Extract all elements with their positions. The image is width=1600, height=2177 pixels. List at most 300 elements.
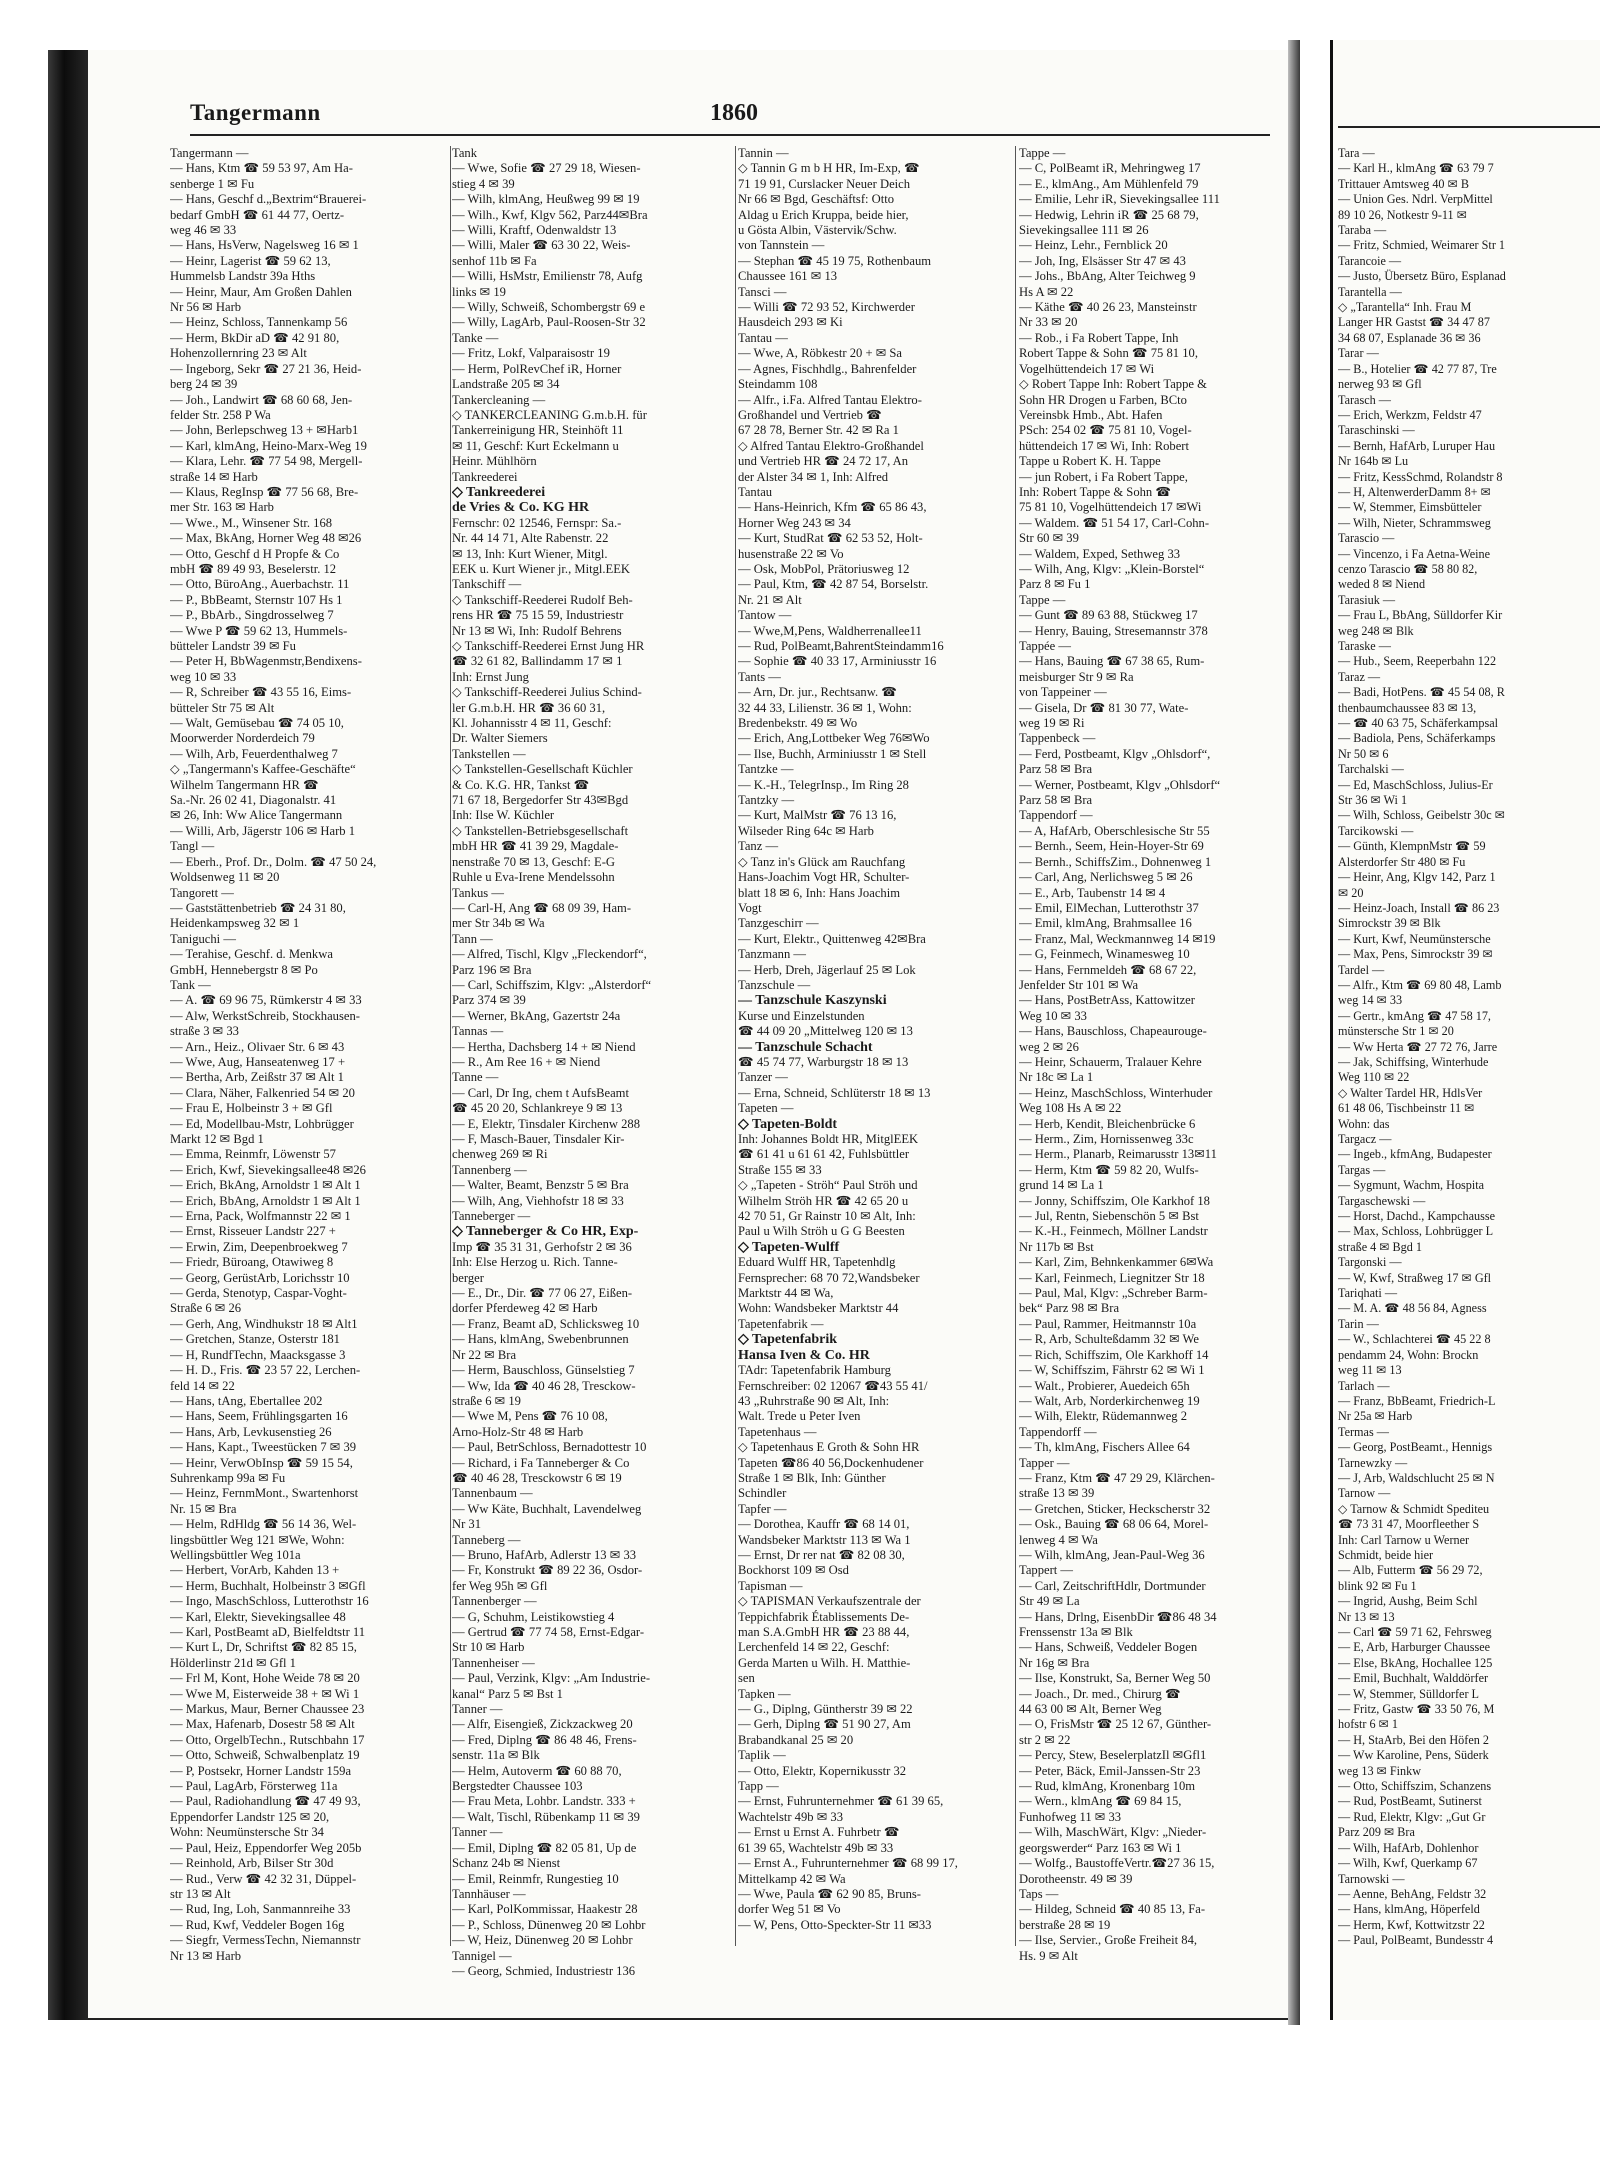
directory-entry-line: — R., Am Ree 16 + ✉ Niend [452,1054,601,1069]
directory-entry-line: — Hans, Drlng, EisenbDir ☎86 48 34 [1019,1609,1217,1624]
directory-entry-line: Bergstedter Chaussee 103 [452,1779,583,1794]
directory-entry-line: — P., BbBeamt, Sternstr 107 Hs 1 [170,592,343,607]
directory-entry-line: Tarancoie — [1338,253,1402,268]
directory-entry-line: — Carl-H, Ang ☎ 68 09 39, Ham- [452,900,632,915]
directory-entry-line: — Paul, Heiz, Eppendorfer Weg 205b [170,1840,362,1855]
directory-entry-line: — M. A. ☎ 48 56 84, Agness [1338,1301,1487,1316]
directory-entry-line: straße 13 ✉ 39 [1019,1486,1095,1501]
directory-entry-line: — Emil, Diplng ☎ 82 05 81, Up de [452,1840,637,1855]
directory-entry-line: — Ilse, Servier., Große Freiheit 84, [1019,1933,1198,1948]
directory-entry-line: — Herm, Buchhalt, Holbeinstr 3 ✉Gfl [170,1578,366,1593]
directory-entry-line: — Karl H., klmAng ☎ 63 79 7 [1338,161,1494,176]
directory-entry-line: senstr. 11a ✉ Blk [452,1748,540,1763]
directory-entry-line: Taniguchi — [170,931,236,946]
directory-entry-line: — P, Postsekr, Horner Landstr 159a [170,1763,352,1778]
directory-entry-line: Tanz — [738,839,779,854]
directory-entry-line: Tanzer — [738,1070,788,1085]
directory-entry-line: — Johs., BbAng, Alter Teichweg 9 [1019,269,1196,284]
directory-entry-line: Tariqhati — [1338,1286,1398,1301]
directory-entry-line: Nr 56 ✉ Harb [170,300,242,315]
directory-entry-line: lenweg 4 ✉ Wa [1019,1532,1098,1547]
directory-entry-line: — Emil, ElMechan, Lutterothstr 37 [1019,900,1199,915]
directory-entry-line: Tarnowski — [1338,1871,1405,1886]
directory-entry-line: Hummelsb Landstr 39a Hths [170,269,316,284]
directory-entry-line: — Alw, WerkstSchreib, Stockhausen- [170,1008,360,1023]
directory-entry-line: — Wilh, Arb, Feuerdenthalweg 7 [170,746,338,761]
directory-entry-line: Tardel — [1338,962,1385,977]
directory-entry-line: Tanke — [452,330,499,345]
directory-column-1 [170,146,458,1964]
directory-entry-line: 43 „Ruhrstraße 90 ✉ Alt, Inh: [738,1393,890,1408]
directory-entry-line: — Heinz, Schloss, Tannenkamp 56 [170,315,348,330]
directory-entry-line: Wohn: Wandsbeker Marktstr 44 [738,1301,899,1316]
directory-entry-line: sen [738,1671,755,1686]
directory-entry-line: — Friedr, Büroang, Otawiweg 8 [170,1255,334,1270]
directory-entry-line: Sievekingsallee 111 ✉ 26 [1019,223,1149,238]
directory-entry-line: Tappe u Robert K. H. Tappe [1019,454,1161,469]
directory-entry-line: Imp ☎ 35 31 31, Gerhofstr 2 ✉ 36 [452,1239,632,1254]
directory-entry-line: ◇ Tankstellen-Betriebsgesellschaft [452,823,629,838]
directory-entry-line: ◇ Walter Tardel HR, HdlsVer [1338,1085,1483,1100]
directory-entry-line: — Jul, Rentn, Siebenschön 5 ✉ Bst [1019,1209,1199,1224]
directory-entry-line: 71 19 91, Curslacker Neuer Deich [738,176,911,191]
directory-entry-line: Tanne — [452,1070,499,1085]
directory-entry-line: — Rich, Schiffszim, Ole Karkhoff 14 [1019,1347,1209,1362]
directory-entry-line: Ruhle u Eva-Irene Mendelssohn [452,870,615,885]
directory-entry-line: — Heinr, Schauerm, Tralauer Kehre [1019,1054,1202,1069]
directory-entry-line: — Ww, Ida ☎ 40 46 28, Tresckow- [452,1378,636,1393]
directory-entry-line: — Paul, PolBeamt, Bundesstr 4 [1338,1933,1494,1948]
directory-entry-line: berstraße 28 ✉ 19 [1019,1917,1111,1932]
directory-entry-line: — O, FrisMstr ☎ 25 12 67, Günther- [1019,1717,1212,1732]
directory-entry-line: ☎ 40 46 28, Tresckowstr 6 ✉ 19 [452,1470,622,1485]
directory-entry-line: — Percy, Stew, BeselerplatzIl ✉Gfl1 [1019,1748,1207,1763]
directory-entry-line: — Kurt L, Dr, Schriftst ☎ 82 85 15, [170,1640,357,1655]
directory-entry-line: — Fritz, Lokf, Valparaisostr 19 [452,346,610,361]
directory-entry-line: man S.A.GmbH HR ☎ 23 88 44, [738,1625,910,1639]
directory-entry-line: Tappe — [1019,592,1066,607]
directory-entry-line: — Reinhold, Arb, Bilser Str 30d [170,1856,334,1871]
directory-entry-line: — Markus, Maur, Berner Chaussee 23 [170,1702,365,1717]
directory-entry-line: ☎ 45 74 77, Warburgstr 18 ✉ 13 [738,1054,909,1069]
directory-entry-line: — Wilh, Kwf, Querkamp 67 [1338,1856,1478,1871]
directory-entry-line: — W., Schlachterei ☎ 45 22 8 [1338,1332,1491,1347]
directory-entry-line: Tapp — [738,1779,779,1794]
directory-entry-line: — Bruno, HafArb, Adlerstr 13 ✉ 33 [452,1547,637,1562]
directory-entry-line: 89 10 26, Notkestr 9-11 ✉ [1338,207,1467,222]
directory-entry-line: Inh: Ernst Jung [452,669,529,684]
directory-entry-line: — Karl, Feinmech, Liegnitzer Str 18 [1019,1270,1205,1285]
directory-entry-line: Heinr. Mühlhörn [452,454,537,469]
directory-entry-line: Hans-Joachim Vogt HR, Schulter- [738,870,910,885]
directory-entry-line: EEK u. Kurt Wiener jr., Mitgl.EEK [452,561,630,576]
directory-entry-line: TAdr: Tapetenfabrik Hamburg [738,1363,891,1378]
directory-entry-line: — Sophie ☎ 40 33 17, Arminiusstr 16 [738,654,937,669]
directory-entry-line: — Herb, Dreh, Jägerlauf 25 ✉ Lok [738,962,916,977]
directory-entry-line: Parz 209 ✉ Bra [1338,1825,1415,1840]
directory-entry-line: — Bernh., SchiffsZim., Dohnenweg 1 [1019,854,1212,869]
directory-entry-line: Nr 25a ✉ Harb [1338,1409,1413,1424]
directory-entry-line: ◇ Tanz in's Glück am Rauchfang [738,854,906,869]
directory-entry-line: — Gertr., kmAng ☎ 47 58 17, [1338,1008,1491,1023]
directory-entry-line: de Vries & Co. KG HR [452,500,590,516]
directory-entry-line: — E, Arb, Harburger Chaussee [1338,1640,1491,1655]
directory-entry-line: — Terahise, Geschf. d. Menkwa [170,947,333,962]
directory-entry-line: — A, HafArb, Oberschlesische Str 55 [1019,823,1210,838]
directory-entry-line: — Agnes, Fischhdlg., Bahrenfelder [738,361,917,376]
directory-entry-line: Inh: Ilse W. Küchler [452,808,555,823]
directory-entry-line: — F, Masch-Bauer, Tinsdaler Kir- [452,1132,625,1146]
directory-entry-line: GmbH, Hennebergstr 8 ✉ Po [170,962,318,977]
directory-entry-line: — Gisela, Dr ☎ 81 30 77, Wate- [1019,700,1189,715]
directory-entry-line: — J, Arb, Waldschlucht 25 ✉ N [1338,1470,1495,1485]
directory-entry-line: — Wilh, Nieter, Schrammsweg [1338,515,1491,530]
directory-entry-line: — Ingrid, Aushg, Beim Schl [1338,1594,1478,1609]
directory-entry-line: — Heinr, Ang, Klgv 142, Parz 1 [1338,870,1496,885]
directory-entry-line: Inh: Carl Tarnow u Werner [1338,1532,1470,1547]
directory-entry-line: bedarf GmbH ☎ 61 44 77, Oertz- [170,207,345,222]
directory-entry-line: — Peter, Bäck, Emil-Janssen-Str 23 [1019,1763,1201,1778]
directory-entry-line: — Erna, Pack, Wolfmannstr 22 ✉ 1 [170,1209,351,1224]
directory-entry-line: — Willi ☎ 72 93 52, Kirchwerder [738,300,915,315]
directory-entry-line: — Max, Schloss, Lohbrügger L [1338,1224,1494,1239]
directory-entry-line: — R, Schreiber ☎ 43 55 16, Eims- [170,685,352,700]
directory-entry-line: Chaussee 161 ✉ 13 [738,269,838,284]
directory-entry-line: — Waldem, Exped, Sethweg 33 [1019,546,1181,561]
directory-entry-line: Hölderlinstr 21d ✉ Gfl 1 [170,1655,296,1670]
directory-entry-line: — Herm., Planarb, Reimarusstr 13✉11 [1019,1147,1217,1162]
directory-entry-line: — Otto, Schiffszim, Schanzens [1338,1779,1492,1794]
directory-entry-line: — Th, klmAng, Fischers Allee 64 [1019,1440,1190,1455]
directory-entry-line: — Hans, Bauschloss, Chapeaurouge- [1019,1024,1207,1039]
directory-entry-line: — Ferd, Postbeamt, Klgv „Ohlsdorf“, [1019,746,1211,761]
directory-entry-line: Sa.-Nr. 26 02 41, Diagonalstr. 41 [170,793,337,808]
page-number: 1860 [710,100,758,126]
directory-entry-line: — Tanzschule Schacht [738,1039,873,1055]
directory-column-3 [738,146,1028,1933]
directory-entry-line: — Ww Herta ☎ 27 72 76, Jarre [1338,1039,1498,1054]
directory-entry-line: Tarnewzky — [1338,1455,1408,1470]
directory-entry-line: — Hans, HsVerw, Nagelsweg 16 ✉ 1 [170,238,359,253]
directory-entry-line: chenweg 269 ✉ Ri [452,1147,548,1162]
directory-entry-line: — Gunt ☎ 89 63 88, Stückweg 17 [1019,608,1198,623]
directory-entry-line: — Walt., Probierer, Auedeich 65h [1019,1378,1190,1393]
directory-entry-line: Frenssenstr 13a ✉ Blk [1019,1625,1133,1639]
directory-entry-line: Parz 58 ✉ Bra [1019,762,1093,777]
directory-entry-line: — Rud, Elektr, Klgv: „Gut Gr [1338,1809,1486,1824]
directory-entry-line: — Wilh, MaschWärt, Klgv: „Nieder- [1019,1825,1207,1840]
directory-entry-line: — Otto, Elektr, Kopernikusstr 32 [738,1763,907,1778]
directory-entry-line: — Gretchen, Stanze, Osterstr 181 [170,1332,340,1347]
directory-entry-line: — Horst, Dachd., Kampchausse [1338,1209,1496,1224]
directory-entry-line: Dr. Walter Siemers [452,731,548,746]
directory-entry-line: Tanzschule — [738,977,811,992]
directory-entry-line: Tankreederei [452,469,518,484]
directory-entry-line: — Ernst, Risseuer Landstr 227 + [170,1224,336,1239]
directory-entry-line: — Frau L, BbAng, Sülldorfer Kir [1338,608,1503,623]
directory-entry-line: Taraschinski — [1338,423,1415,438]
directory-entry-line: — Gerh, Diplng ☎ 51 90 27, Am [738,1717,911,1732]
directory-entry-line: Straße 155 ✉ 33 [738,1162,822,1177]
directory-entry-line: — Paul, Ktm, ☎ 42 87 54, Borselstr. [738,577,929,592]
directory-entry-line: — Willy, LagArb, Paul-Roosen-Str 32 [452,315,646,330]
directory-entry-line: — Willi, Arb, Jägerstr 106 ✉ Harb 1 [170,823,356,838]
directory-entry-line: ◇ Tarnow & Schmidt Spediteu [1338,1501,1490,1516]
directory-entry-line: Taraz — [1338,669,1381,684]
directory-entry-line: blatt 18 ✉ 6, Inh: Hans Joachim [738,885,901,900]
directory-entry-line: — Frau E, Holbeinstr 3 + ✉ Gfl [170,1101,333,1116]
directory-entry-line: — Emil, klmAng, Brahmsallee 16 [1019,916,1192,931]
directory-entry-line: Moorwerder Norderdeich 79 [170,731,315,746]
directory-entry-line: bek“ Parz 98 ✉ Bra [1019,1301,1120,1316]
directory-entry-line: — Kurt, MalMstr ☎ 76 13 16, [738,808,897,823]
directory-entry-line: — Wwe,M,Pens, Waldherrenallee11 [738,623,922,638]
directory-entry-line: Wachtelstr 49b ✉ 33 [738,1809,844,1824]
directory-entry-line: Horner Weg 243 ✉ 34 [738,515,851,530]
directory-entry-line: — W, Schiffszim, Fährstr 62 ✉ Wi 1 [1019,1363,1205,1378]
directory-entry-line: Tara — [1338,146,1375,160]
directory-entry-line: — Georg, GerüstArb, Lorichsstr 10 [170,1270,350,1285]
directory-entry-line: blink 92 ✉ Fu 1 [1338,1578,1417,1593]
directory-entry-line: — Paul, Verzink, Klgv: „Am Industrie- [452,1671,651,1686]
directory-entry-line: — Heinr, Maur, Am Großen Dahlen [170,284,352,299]
directory-entry-line: Nr. 21 ✉ Alt [738,592,802,607]
directory-entry-line: Nr 13 ✉ Wi, Inh: Rudolf Behrens [452,623,622,638]
directory-entry-line: — Hans, Kapt., Tweestücken 7 ✉ 39 [170,1440,357,1455]
directory-entry-line: — Waldem. ☎ 51 54 17, Carl-Cohn- [1019,515,1210,530]
directory-entry-line: lingsbüttler Weg 121 ✉We, Wohn: [170,1532,345,1547]
directory-entry-line: — Gertrud ☎ 77 74 58, Ernst-Edgar- [452,1625,645,1639]
directory-entry-line: Tapper — [1019,1455,1070,1470]
directory-entry-line: — Fr, Konstrukt ☎ 89 22 36, Osdor- [452,1563,643,1578]
directory-entry-line: 67 28 78, Berner Str. 42 ✉ Ra 1 [738,423,899,438]
directory-entry-line: — Erich, Werkzm, Feldstr 47 [1338,407,1482,422]
directory-entry-line: Weg 108 Hs A ✉ 22 [1019,1101,1122,1116]
directory-entry-line: — Otto, OrgelbTechn., Rutschbahn 17 [170,1732,365,1747]
directory-entry-line: Straße 1 ✉ Blk, Inh: Günther [738,1470,886,1485]
directory-entry-line: — Karl, PostBeamt aD, Bielfeldtstr 11 [170,1625,366,1639]
directory-entry-line: — Hans-Heinrich, Kfm ☎ 65 86 43, [738,500,927,515]
directory-entry-line: straße 14 ✉ Harb [170,469,258,484]
directory-entry-line: mer Str. 163 ✉ Harb [170,500,274,515]
directory-entry-line: — Kurt, StudRat ☎ 62 53 52, Holt- [738,531,923,546]
directory-entry-line: weg 10 ✉ 33 [170,669,237,684]
directory-entry-line: 61 48 06, Tischbeinstr 11 ✉ [1338,1101,1475,1116]
directory-entry-line: — jun Robert, i Fa Robert Tappe, [1019,469,1188,484]
directory-entry-line: Tankercleaning — [452,392,546,407]
directory-entry-line: Suhrenkamp 99a ✉ Fu [170,1470,286,1485]
directory-entry-line: — Helm, Autoverm ☎ 60 88 70, [452,1763,622,1778]
directory-entry-line: ◇ Robert Tappe Inh: Robert Tappe & [1019,377,1207,392]
directory-entry-line: — Herbert, VorArb, Kahden 13 + [170,1563,340,1578]
directory-entry-line: Inh: Else Herzog u. Rich. Tanne- [452,1255,618,1270]
directory-entry-line: ◇ TANKERCLEANING G.m.b.H. für [452,407,647,422]
directory-entry-line: ✉ 26, Inh: Ww Alice Tangermann [170,808,343,823]
directory-entry-line: kanal“ Parz 5 ✉ Bst 1 [452,1686,563,1701]
directory-entry-line: — K.-H., TelegrInsp., Im Ring 28 [738,777,909,792]
directory-entry-line: — Jak, Schiffsing, Winterhude [1338,1054,1489,1069]
directory-entry-line: — Rud, PolBeamt,BahrentSteindamm16 [738,639,944,653]
directory-entry-line: Tank [452,146,477,160]
directory-entry-line: — Ed, Modellbau-Mstr, Lohbrügger [170,1116,354,1131]
directory-entry-line: — Richard, i Fa Tanneberger & Co [452,1455,630,1470]
directory-entry-line: — Hans, Geschf d.„Bextrim“Brauerei- [170,192,367,207]
left-margin [0,0,48,2177]
directory-entry-line: Tannenberg — [452,1162,527,1177]
directory-entry-line: meisburger Str 9 ✉ Ra [1019,669,1134,684]
directory-entry-line: Tanzmann — [738,947,807,962]
directory-entry-line: — Wilh, Ang, Klgv: „Klein-Borstel“ [1019,561,1205,576]
directory-entry-line: Trittauer Amtsweg 40 ✉ B [1338,176,1469,191]
directory-entry-line: — Kurt, Kwf, Neumünstersche [1338,931,1491,946]
directory-entry-line: Tanneberg — [452,1532,521,1547]
directory-entry-line: Tannhäuser — [452,1886,526,1901]
directory-entry-line: — Arn., Heiz., Olivaer Str. 6 ✉ 43 [170,1039,345,1054]
directory-entry-line: — Wwe, Sofie ☎ 27 29 18, Wiesen- [452,161,641,176]
directory-entry-line: ◇ Tankreederei [452,484,546,500]
directory-entry-line: Wohn: Neumünstersche Str 34 [170,1825,324,1840]
directory-entry-line: Eppendorfer Landstr 125 ✉ 20, [170,1809,330,1824]
directory-entry-line: — Carl, Dr Ing, chem t AufsBeamt [452,1085,629,1100]
directory-entry-line: — Fritz, Schmied, Weimarer Str 1 [1338,238,1506,253]
directory-entry-line: Nr. 44 14 71, Alte Rabenstr. 22 [452,531,609,546]
directory-entry-line: — Gretchen, Sticker, Heckscherstr 32 [1019,1501,1211,1516]
directory-entry-line: — Ernst A., Fuhrunternehmer ☎ 68 99 17, [738,1856,958,1871]
directory-entry-line: 32 44 33, Lilienstr. 36 ✉ 1, Wohn: [738,700,912,715]
directory-entry-line: senberge 1 ✉ Fu [170,176,255,191]
directory-entry-line: — Bertha, Arb, Zeißstr 37 ✉ Alt 1 [170,1070,344,1085]
directory-entry-line: Langer HR Gastst ☎ 34 47 87 [1338,315,1490,330]
directory-entry-line: — H. D., Fris. ☎ 23 57 22, Lerchen- [170,1363,361,1378]
directory-entry-line: straße 6 ✉ 19 [452,1393,521,1408]
directory-entry-line: Tantow — [738,608,792,623]
directory-entry-line: — Alfred, Tischl, Klgv „Fleckendorf“, [452,947,647,962]
directory-entry-line: — Fred, Diplng ☎ 86 48 46, Frens- [452,1732,637,1747]
directory-entry-line: ler G.m.b.H. HR ☎ 36 60 31, [452,700,606,715]
directory-entry-line: Tannenbaum — [452,1486,533,1501]
directory-entry-line: ☎ 44 09 20 „Mittelweg 120 ✉ 13 [738,1024,913,1039]
directory-entry-line: — Walt, Gemüsebau ☎ 74 05 10, [170,716,344,731]
directory-entry-line: ◇ Tanneberger & Co HR, Exp- [452,1224,639,1240]
directory-entry-line: Gerda Marten u Wilh. H. Matthie- [738,1655,911,1670]
directory-entry-line: — Otto, Schweiß, Schwalbenplatz 19 [170,1748,360,1763]
directory-entry-line: ◇ Tankschiff-Reederei Julius Schind- [452,685,642,700]
directory-entry-line: — Gaststättenbetrieb ☎ 24 31 80, [170,900,346,915]
directory-entry-line: — Rud., Verw ☎ 42 32 31, Düppel- [170,1871,357,1886]
directory-entry-line: weg 248 ✉ Blk [1338,623,1414,638]
directory-entry-line: — Karl, klmAng, Heino-Marx-Weg 19 [170,438,367,453]
directory-entry-line: — Badi, HotPens. ☎ 45 54 08, R [1338,685,1505,700]
directory-entry-line: — Emil, Reinmfr, Rungestieg 10 [452,1871,619,1886]
directory-entry-line: cenzo Tarascio ☎ 58 80 82, [1338,561,1478,576]
directory-entry-line: 42 70 51, Gr Rainstr 10 ✉ Alt, Inh: [738,1209,916,1224]
directory-entry-line: — Wwe, Paula ☎ 62 90 85, Bruns- [738,1886,922,1901]
directory-entry-line: — W, Kwf, Straßweg 17 ✉ Gfl [1338,1270,1492,1285]
directory-entry-line: Kurse und Einzelstunden [738,1008,865,1023]
directory-entry-line: — Franz, Mal, Weckmannweg 14 ✉19 [1019,931,1216,946]
directory-entry-line: — Emma, Reinmfr, Löwenstr 57 [170,1147,336,1162]
directory-entry-line: — G., Diplng, Güntherstr 39 ✉ 22 [738,1702,913,1717]
directory-entry-line: Paul u Wilh Ströh u G G Beesten [738,1224,905,1239]
directory-entry-line: Tarlach — [1338,1378,1390,1393]
directory-entry-line: — Erich, BkAng, Arnoldstr 1 ✉ Alt 1 [170,1178,361,1193]
directory-entry-line: — Emilie, Lehr iR, Sievekingsallee 111 [1019,192,1220,207]
directory-entry-line: Walt. Trede u Peter Iven [738,1409,861,1424]
directory-entry-line: Nr 13 ✉ 13 [1338,1609,1395,1624]
directory-entry-line: Tappendorff — [1019,1424,1097,1439]
directory-entry-line: Tants — [738,669,781,684]
directory-entry-line: Tankus — [452,885,504,900]
directory-entry-line: — Herm, BkDir aD ☎ 42 91 80, [170,330,340,345]
directory-entry-line: Tarcikowski — [1338,823,1414,838]
directory-entry-line: — Willy, Schweiß, Schombergstr 69 e [452,300,646,315]
directory-entry-line: felder Str. 258 P Wa [170,407,271,422]
directory-entry-line: Tankerreinigung HR, Steinhöft 11 [452,423,624,438]
directory-entry-line: — Wilh, klmAng, Jean-Paul-Weg 36 [1019,1547,1205,1562]
directory-entry-line: — Paul, Mal, Klgv: „Schreber Barm- [1019,1286,1208,1301]
directory-entry-line: bütteler Landstr 39 ✉ Fu [170,639,296,653]
directory-entry-line: — Hans, klmAng, Höperfeld [1338,1902,1480,1917]
directory-entry-line: weg 19 ✉ Ri [1019,716,1085,731]
directory-column-2 [452,146,744,1979]
directory-entry-line: Woldsenweg 11 ✉ 20 [170,870,280,885]
directory-entry-line: — Herm, PolRevChef iR, Horner [452,361,622,376]
directory-entry-line: Straße 6 ✉ 26 [170,1301,242,1316]
directory-entry-line: — Wilh, HafArb, Dohlenhor [1338,1840,1479,1855]
directory-entry-line: — Walt, Arb, Norderkirchenweg 19 [1019,1393,1200,1408]
directory-entry-line: — Hans, klmAng, Swebenbrunnen [452,1332,629,1347]
directory-entry-line: — Wwe M, Pens ☎ 76 10 08, [452,1409,608,1424]
directory-entry-line: Tannas — [452,1024,504,1039]
directory-entry-line: — Werner, Postbeamt, Klgv „Ohlsdorf“ [1019,777,1221,792]
directory-entry-line: mbH ☎ 89 49 93, Beselerstr. 12 [170,561,337,576]
directory-entry-line: Str 49 ✉ La [1019,1594,1080,1609]
directory-entry-line: — W, Stemmer, Sülldorfer L [1338,1686,1480,1701]
directory-entry-line: Tangorett — [170,885,234,900]
page-header [190,96,1270,136]
directory-entry-line: hofstr 6 ✉ 1 [1338,1717,1398,1732]
directory-entry-line: — Wwe M, Eisterweide 38 + ✉ Wi 1 [170,1686,360,1701]
directory-entry-line: weded 8 ✉ Niend [1338,577,1426,592]
directory-entry-line: Parz 8 ✉ Fu 1 [1019,577,1091,592]
directory-entry-line: Taraske — [1338,639,1391,653]
directory-entry-line: — Alb, Futterm ☎ 56 29 72, [1338,1563,1483,1578]
directory-entry-line: Mittelkamp 42 ✉ Wa [738,1871,846,1886]
directory-entry-line: Hausdeich 293 ✉ Ki [738,315,843,330]
directory-entry-line: — Franz, Ktm ☎ 47 29 29, Klärchen- [1019,1470,1215,1485]
directory-entry-line: münstersche Str 1 ✉ 20 [1338,1024,1454,1039]
directory-entry-line: ☎ 73 31 47, Moorfleether S [1338,1517,1480,1532]
directory-entry-line: straße 3 ✉ 33 [170,1024,239,1039]
directory-entry-line: Tanzgeschirr — [738,916,819,931]
directory-entry-line: — Willi, HsMstr, Emilienstr 78, Aufg [452,269,643,284]
directory-entry-line: Tarascio — [1338,531,1395,546]
directory-entry-line: — Ingeb., kfmAng, Budapester [1338,1147,1492,1162]
directory-entry-line: Tannin — [738,146,789,160]
directory-entry-line: Nr 50 ✉ 6 [1338,746,1389,761]
directory-entry-line: — Osk., Bauing ☎ 68 06 64, Morel- [1019,1517,1209,1532]
directory-entry-line: Arno-Holz-Str 48 ✉ Harb [452,1424,584,1439]
directory-entry-line: Steindamm 108 [738,377,818,392]
directory-entry-line: — Hans, Seem, Frühlingsgarten 16 [170,1409,348,1424]
directory-entry-line: — Wern., klmAng ☎ 69 84 15, [1019,1794,1182,1809]
directory-entry-line: — Joh, Ing, Elsässer Str 47 ✉ 43 [1019,253,1186,268]
directory-entry-line: — Wwe, Aug, Hanseatenweg 17 + [170,1054,346,1069]
directory-entry-line: Termas — [1338,1424,1389,1439]
directory-entry-line: Tappe — [1019,146,1066,160]
directory-entry-line: — Ernst, Dr rer nat ☎ 82 08 30, [738,1547,905,1562]
directory-entry-line: u Gösta Albin, Västervik/Schw. [738,223,897,238]
